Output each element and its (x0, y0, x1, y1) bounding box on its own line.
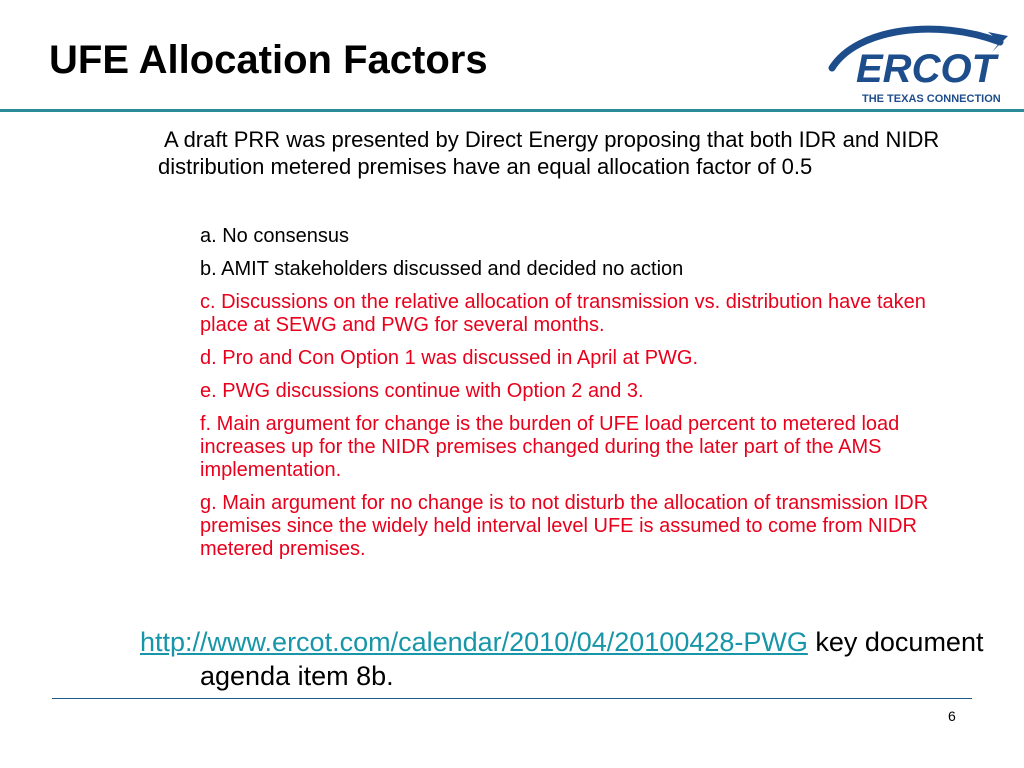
reference-paragraph (140, 625, 1020, 693)
sub-point-a: a. No consensus (200, 225, 349, 247)
page-number: 6 (948, 708, 956, 724)
agenda-link[interactable]: http://www.ercot.com/calendar/2010/04/20100428-PWG (140, 627, 808, 657)
sub-point-b: b. AMIT stakeholders discussed and decided no action (200, 258, 684, 280)
slide-title: UFE Allocation Factors (49, 38, 488, 82)
sub-point-d: d. Pro and Con Option 1 was discussed in April at PWG. (200, 347, 699, 369)
logo-tagline: THE TEXAS CONNECTION (862, 93, 1001, 105)
footer-divider (52, 698, 972, 699)
logo-wordmark: ERCOT (856, 47, 996, 91)
link-suffix: key document agenda item 8b. (200, 627, 984, 691)
sub-point-e: e. PWG discussions continue with Option 2 and 3. (200, 380, 644, 402)
sub-point-list (200, 225, 940, 571)
sub-point-f: f. Main argument for change is the burden of UFE load percent to metered load increases up for the NIDR premises changed during the later part of the AMS implementation. (200, 413, 900, 481)
ercot-logo (822, 20, 1012, 108)
sub-point-c: c. Discussions on the relative allocation of transmission vs. distribution have taken place at SEWG and PWG for several months. (200, 291, 926, 336)
header-divider (0, 109, 1024, 112)
sub-point-g: g. Main argument for no change is to not disturb the allocation of transmission IDR premises since the widely held interval level UFE is assumed to come from NIDR metered premises. (200, 492, 929, 560)
intro-paragraph: A draft PRR was presented by Direct Energy proposing that both IDR and NIDR distribution metered premises have an equal allocation factor of 0.5 (158, 127, 940, 179)
